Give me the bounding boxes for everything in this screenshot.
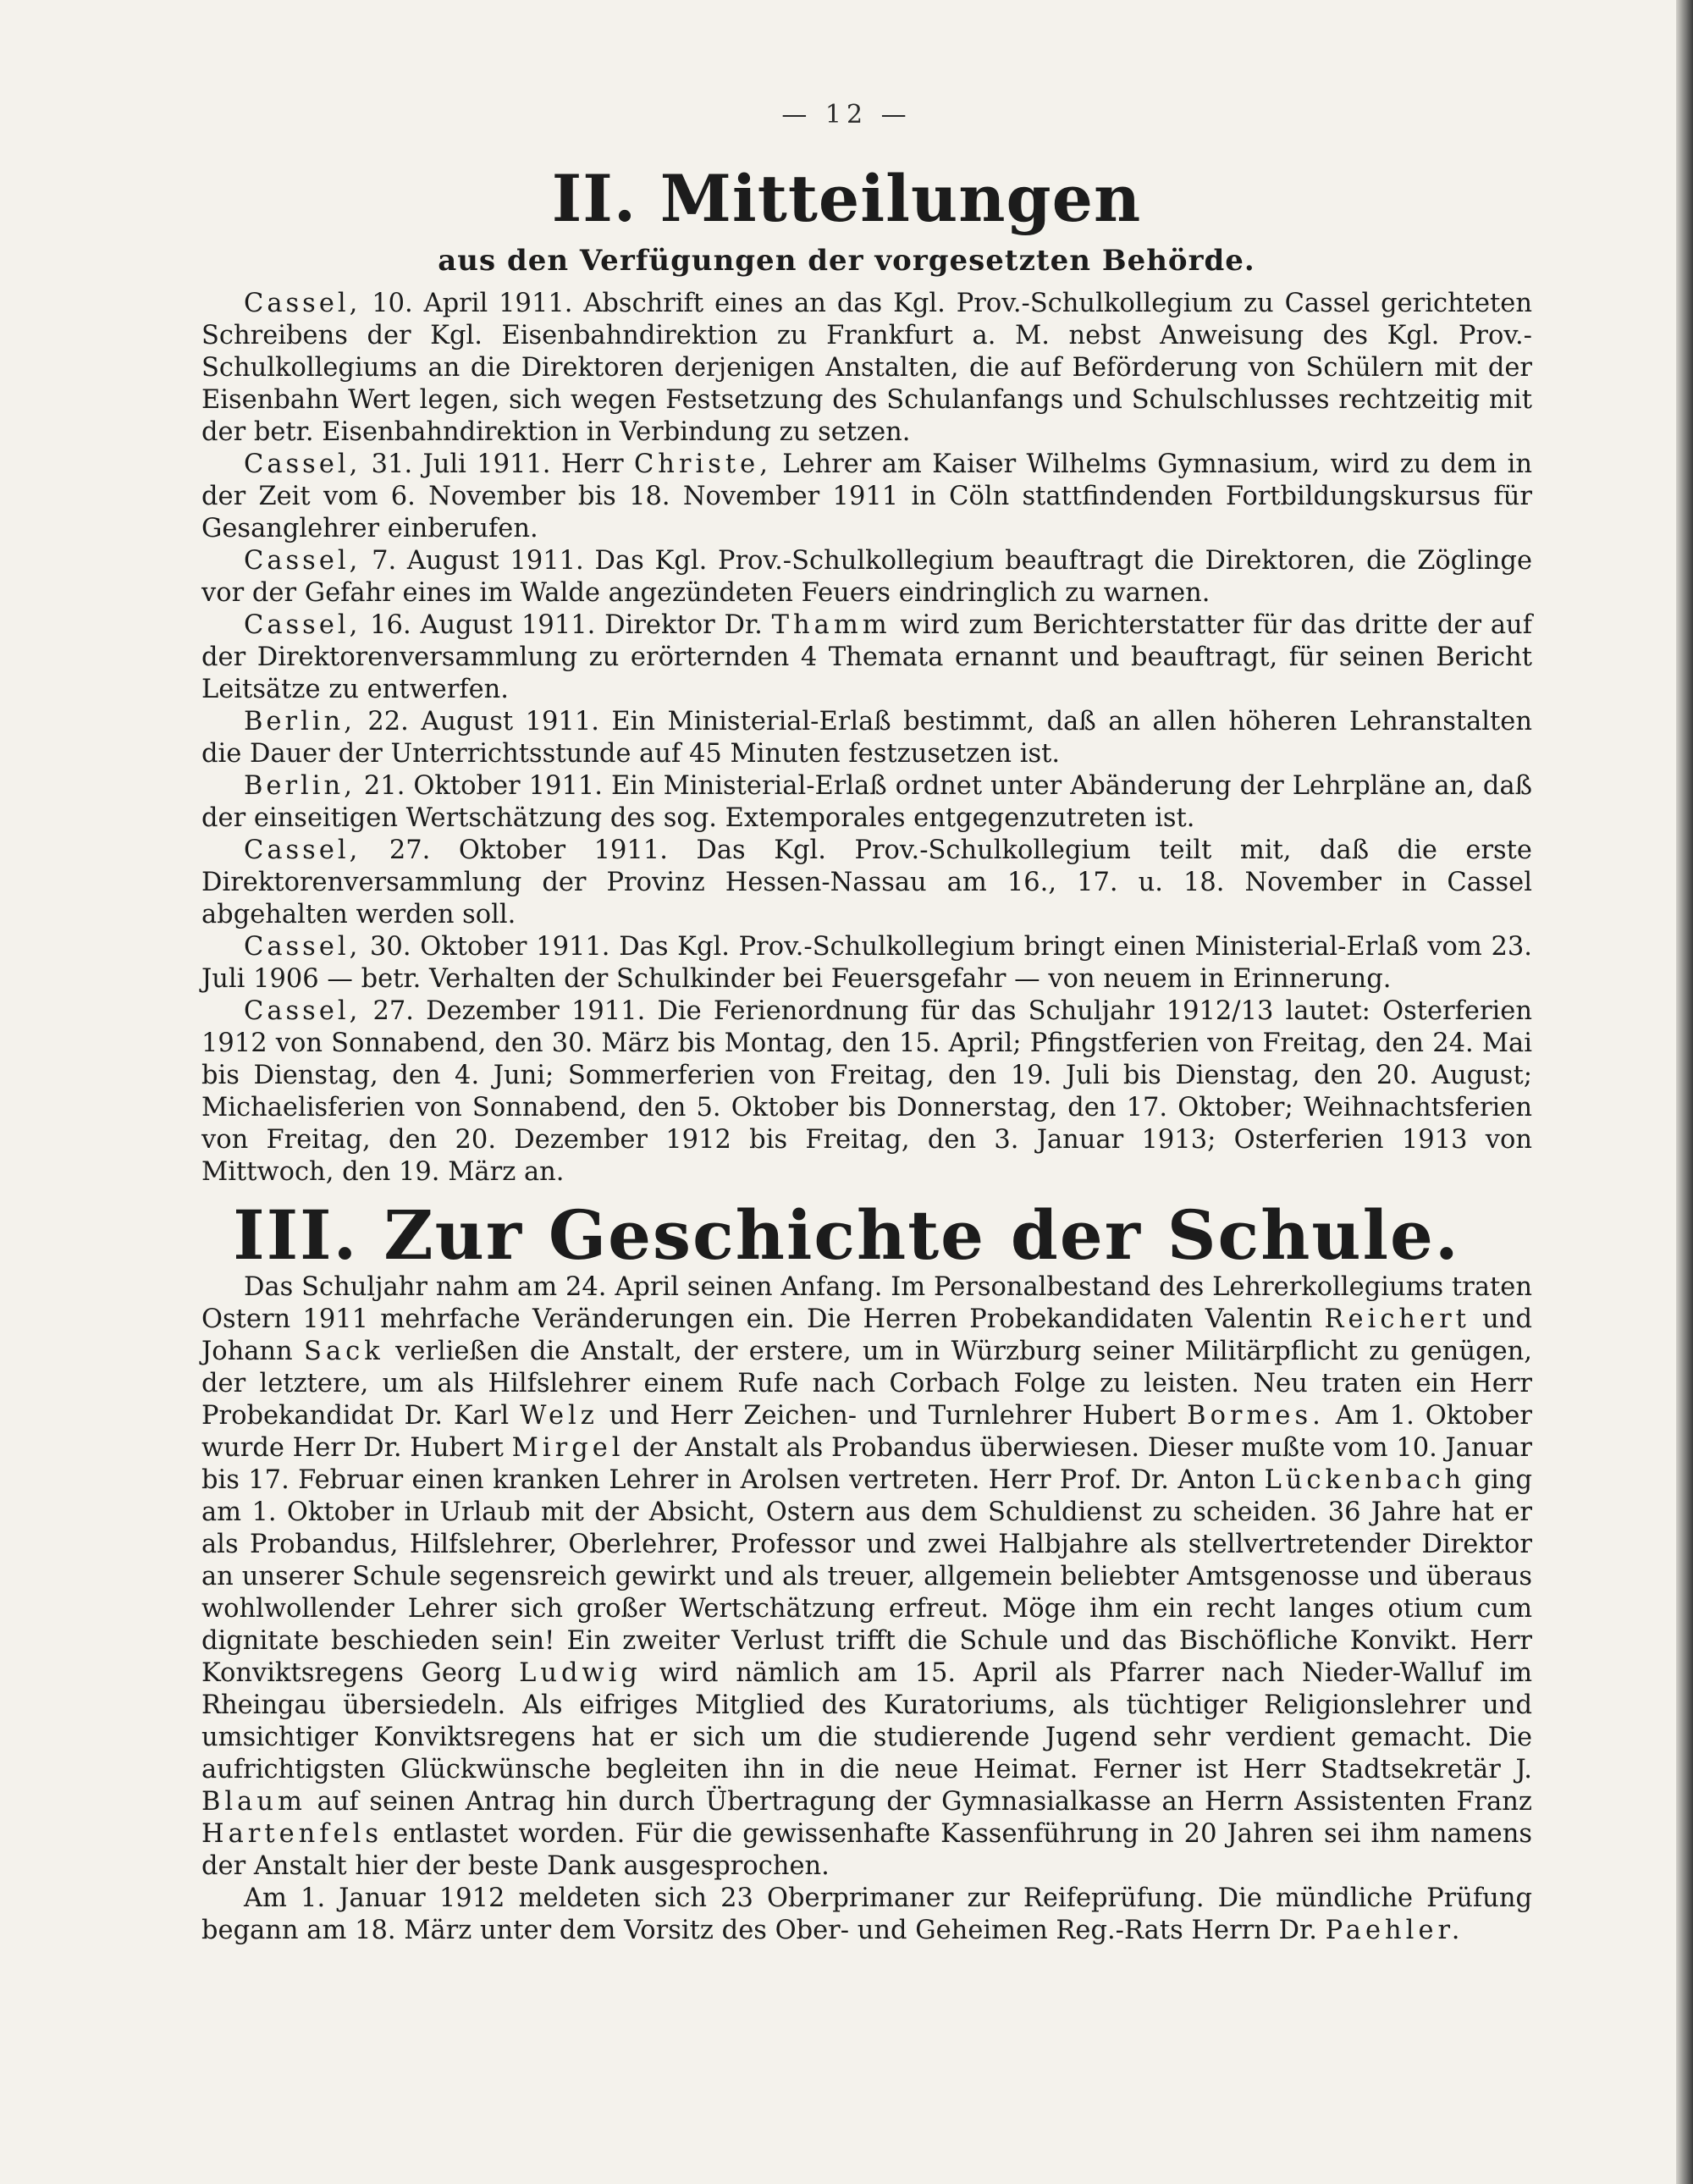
paragraph-text: der Anstalt als Probandus überwiesen. Dieser mußte vom 10. Januar bis 17. Februar einen kranken Lehrer in Arolsen vertreten. Herr Prof. Dr. Anton <box>201 1433 1532 1495</box>
person-name: Welz <box>520 1401 598 1431</box>
entry-6 <box>201 770 1532 835</box>
section-3-paragraph-1 <box>201 1271 1532 1883</box>
person-name: Sack <box>304 1337 384 1366</box>
person-name: Hartenfels <box>201 1819 383 1849</box>
entry-place: Cassel, <box>244 449 361 479</box>
paragraph-text: entlastet worden. Für die gewissenhafte Kassenführung in 20 Jahren sei ihm namens der Anstalt hier der beste Dank ausgesprochen. <box>201 1819 1532 1881</box>
page-edge-shadow <box>1676 0 1693 2184</box>
entry-place: Cassel, <box>244 932 361 962</box>
entry-text: 16. August 1911. Direktor Dr. <box>361 610 772 640</box>
person-name: Mirgel <box>511 1433 625 1463</box>
section-3-body <box>201 1271 1532 1947</box>
paragraph-text: und Herr Zeichen- und Turnlehrer Hubert <box>598 1401 1188 1431</box>
paragraph-text: und Johann <box>201 1304 1532 1366</box>
entry-text: 31. Juli 1911. Herr <box>361 449 634 479</box>
entry-text: 10. April 1911. Abschrift eines an das Kgl. Prov.-Schulkollegium zu Cassel gerichteten Schreibens der Kgl. Eisenbahndirektion zu Frankfurt a. M. nebst Anweisung des Kgl. Prov.-Schulkollegiums an die Direktoren derjenigen Anstalten, die auf Beförderung von Schülern mit der Eisenbahn Wert legen, sich wegen Festsetzung des Schulanfangs und Schulschlusses rechtzeitig mit der betr. Eisenbahndirektion in Verbindung zu setzen. <box>201 289 1532 447</box>
entry-text: 27. Oktober 1911. Das Kgl. Prov.-Schulkollegium teilt mit, daß die erste Direktorenversammlung der Provinz Hessen-Nassau am 16., 17. u. 18. November in Cassel abgehalten werden soll. <box>201 836 1532 929</box>
section-2-entries <box>201 288 1532 1189</box>
person-name: Lückenbach <box>1264 1465 1466 1495</box>
entry-text: 27. Dezember 1911. Die Ferienordnung für das Schuljahr 1912/13 lautet: Osterferien 1912 von Sonnabend, den 30. März bis Montag, den 15. April; Pfingstferien von Freitag, den 24. Mai bis Dienstag, den 4. Juni; Sommerferien von Freitag, den 19. Juli bis Dienstag, den 20. August; Michaelisferien von Sonnabend, den 5. Oktober bis Donnerstag, den 17. Oktober; Weihnachtsferien von Freitag, den 20. Dezember 1912 bis Freitag, den 3. Januar 1913; Osterferien 1913 von Mittwoch, den 19. März an. <box>201 996 1532 1187</box>
entry-1 <box>201 288 1532 449</box>
entry-8 <box>201 931 1532 995</box>
person-name: Paehler. <box>1325 1916 1464 1945</box>
entry-place: Berlin, <box>244 707 356 736</box>
entry-place: Cassel, <box>244 996 361 1026</box>
entry-5 <box>201 706 1532 770</box>
entry-text: 30. Oktober 1911. Das Kgl. Prov.-Schulkollegium bringt einen Ministerial-Erlaß vom 23. Juli 1906 — betr. Verhalten der Schulkinder bei Feuersgefahr — von neuem in Erinnerung. <box>201 932 1532 994</box>
person-name: Reichert <box>1324 1304 1470 1334</box>
entry-text: wird zum Berichterstatter für das dritte der auf der Direktorenversammlung zu erörternden 4 Themata ernannt und beauftragt, für seinen Bericht Leitsätze zu entwerfen. <box>201 610 1532 704</box>
entry-text: 7. August 1911. Das Kgl. Prov.-Schulkollegium beauftragt die Direktoren, die Zöglinge vor der Gefahr eines im Walde angezündeten Feuers eindringlich zu warnen. <box>201 546 1532 608</box>
entry-text: 22. August 1911. Ein Ministerial-Erlaß bestimmt, daß an allen höheren Lehranstalten die Dauer der Unterrichtsstunde auf 45 Minuten festzusetzen ist. <box>201 707 1532 769</box>
section-3-title: III. Zur Geschichte der Schule. <box>233 1195 1460 1275</box>
person-name: Blaum <box>201 1787 306 1817</box>
person-name: Bormes. <box>1187 1401 1325 1431</box>
entry-2 <box>201 449 1532 545</box>
paragraph-text: verließen die Anstalt, der erstere, um in Würzburg seiner Militärpflicht zu genügen, der letztere, um als Hilfslehrer einem Rufe nach Corbach Folge zu leisten. Neu traten ein Herr Probekandidat Dr. Karl <box>201 1337 1532 1431</box>
entry-text: 21. Oktober 1911. Ein Ministerial-Erlaß ordnet unter Abänderung der Lehrpläne an, daß der einseitigen Wertschätzung des sog. Extemporales entgegenzutreten ist. <box>201 771 1532 833</box>
person-name: Christe, <box>633 449 772 479</box>
person-name: Ludwig <box>519 1658 642 1688</box>
entry-4 <box>201 609 1532 706</box>
entry-text: Lehrer am Kaiser Wilhelms Gymnasium, wird zu dem in der Zeit vom 6. November bis 18. November 1911 in Cöln stattfindenden Fortbildungskursus für Gesanglehrer einberufen. <box>201 449 1533 543</box>
paragraph-text: auf seinen Antrag hin durch Übertragung der Gymnasialkasse an Herrn Assistenten Franz <box>306 1787 1532 1817</box>
entry-9 <box>201 995 1532 1189</box>
entry-place: Cassel, <box>244 610 361 640</box>
paragraph-text: Am 1. Oktober wurde Herr Dr. Hubert <box>201 1401 1532 1463</box>
paragraph-text: ging am 1. Oktober in Urlaub mit der Absicht, Ostern aus dem Schuldienst zu scheiden. 36 Jahre hat er als Probandus, Hilfslehrer, Oberlehrer, Professor und zwei Halbjahre als stellvertretender Direktor an unserer Schule segensreich gewirkt und als treuer, allgemein beliebter Amtsgenosse und überaus wohlwollender Lehrer sich großer Wertschätzung erfreut. Möge ihm ein recht langes otium cum dignitate beschieden sein! Ein zweiter Verlust trifft die Schule und das Bischöfliche Konvikt. Herr Konviktsregens Georg <box>201 1465 1532 1688</box>
section-2-title: II. Mitteilungen <box>551 161 1142 236</box>
person-name: Thamm <box>771 610 891 640</box>
section-2-subtitle: aus den Verfügungen der vorgesetzten Behörde. <box>438 244 1255 278</box>
entry-place: Berlin, <box>244 771 356 801</box>
page-number: — 12 — <box>781 100 912 130</box>
section-3-paragraph-2 <box>201 1883 1532 1947</box>
entry-place: Cassel, <box>244 546 361 576</box>
paragraph-text: Das Schuljahr nahm am 24. April seinen Anfang. Im Personalbestand des Lehrerkollegiums traten Ostern 1911 mehrfache Veränderungen ein. Die Herren Probekandidaten Valentin <box>201 1272 1532 1334</box>
paragraph-text: Am 1. Januar 1912 meldeten sich 23 Oberprimaner zur Reifeprüfung. Die mündliche Prüfung begann am 18. März unter dem Vorsitz des Ober- und Geheimen Reg.-Rats Herrn Dr. <box>201 1883 1532 1945</box>
entry-place: Cassel, <box>244 289 361 318</box>
entry-7 <box>201 835 1532 931</box>
entry-place: Cassel, <box>244 836 361 865</box>
paragraph-text: wird nämlich am 15. April als Pfarrer nach Nieder-Walluf im Rheingau übersiedeln. Als eifriges Mitglied des Kuratoriums, als tüchtiger Religionslehrer und umsichtiger Konviktsregens hat er sich um die studierende Jugend sehr verdient gemacht. Die aufrichtigsten Glückwünsche begleiten ihn in die neue Heimat. Ferner ist Herr Stadtsekretär J. <box>201 1658 1533 1784</box>
entry-3 <box>201 545 1532 609</box>
